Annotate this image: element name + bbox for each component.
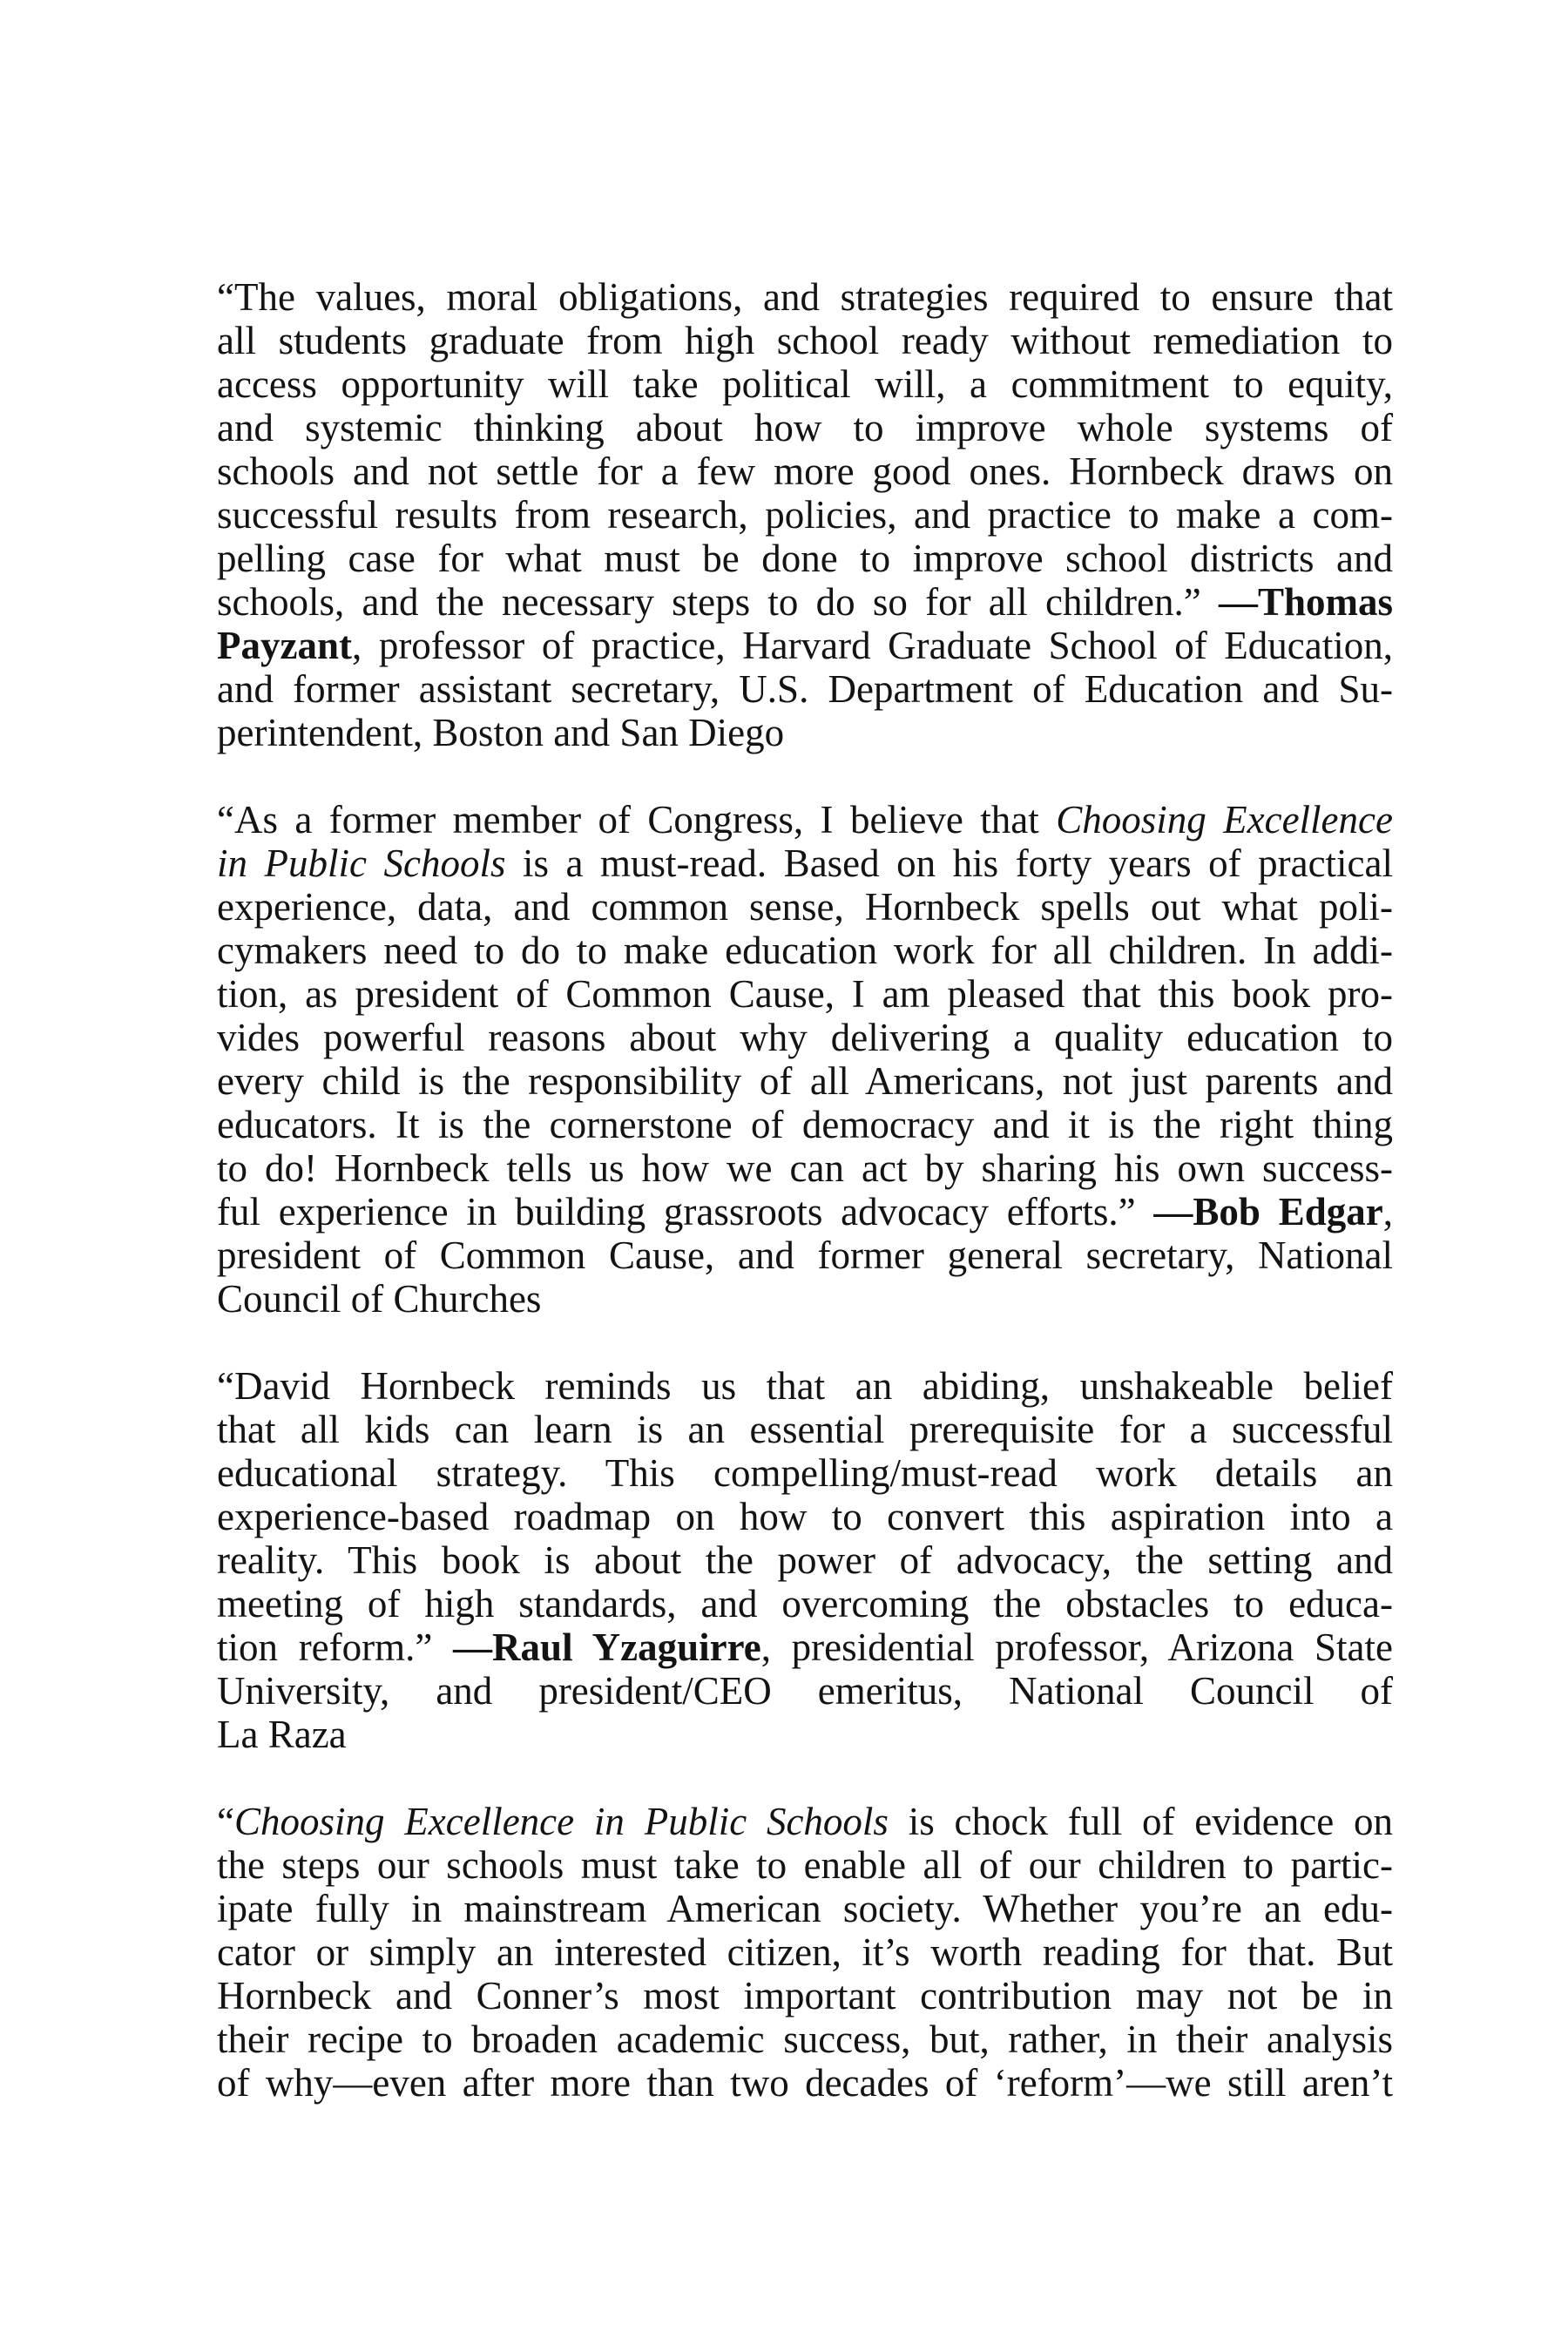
text-segment: and former assistant secretary, U.S. Department of Education and Su- (217, 667, 1393, 711)
text-line (217, 580, 1393, 624)
text-line (217, 1800, 1393, 1843)
text-segment: successful results from research, policies, and practice to make a com- (217, 493, 1393, 537)
text-segment: is a must-read. Based on his forty years of practical (505, 841, 1393, 885)
text-line (217, 1451, 1393, 1495)
text-line (217, 493, 1393, 537)
text-line (217, 1930, 1393, 1974)
text-segment: schools, and the necessary steps to do so for all children.” (217, 580, 1219, 624)
text-segment: , (1382, 1190, 1393, 1233)
text-segment: access opportunity will take political will, a commitment to equity, (217, 362, 1393, 406)
text-segment: their recipe to broaden academic success, but, rather, in their analysis (217, 2017, 1393, 2061)
praise-quote-final (217, 1800, 1393, 2105)
attribution-name: Payzant (217, 624, 352, 667)
text-line (217, 537, 1393, 580)
text-segment: perintendent, Boston and San Diego (217, 711, 785, 754)
text-segment: , professor of practice, Harvard Graduate School of Education, (351, 624, 1393, 667)
text-line (217, 1538, 1393, 1582)
text-segment: meeting of high standards, and overcoming the obstacles to educa- (217, 1582, 1393, 1625)
praise-quote-yzaguirre (217, 1364, 1393, 1756)
text-segment: experience-based roadmap on how to convert this aspiration into a (217, 1495, 1393, 1538)
text-segment: pelling case for what must be done to improve school districts and (217, 537, 1393, 580)
text-segment: tion reform.” (217, 1625, 454, 1669)
text-line (217, 1146, 1393, 1190)
text-line (217, 2017, 1393, 2061)
text-line (217, 275, 1393, 319)
text-line (217, 1625, 1393, 1669)
text-line (217, 711, 1393, 754)
text-line (217, 1103, 1393, 1146)
text-segment: ful experience in building grassroots advocacy efforts.” (217, 1190, 1154, 1233)
text-line (217, 1669, 1393, 1713)
text-line (217, 449, 1393, 493)
text-segment: all students graduate from high school ready without remediation to (217, 319, 1393, 362)
text-line (217, 885, 1393, 929)
book-title: Choosing Excellence in Public Schools (233, 1800, 889, 1843)
text-segment: experience, data, and common sense, Hornbeck spells out what poli- (217, 885, 1393, 929)
text-segment: “David Hornbeck reminds us that an abiding, unshakeable belief (217, 1364, 1393, 1408)
text-line (217, 667, 1393, 711)
text-line (217, 798, 1393, 841)
text-line (217, 1713, 1393, 1756)
text-segment: president of Common Cause, and former general secretary, National (217, 1233, 1393, 1277)
text-segment: educational strategy. This compelling/must-read work details an (217, 1451, 1393, 1495)
book-title: in Public Schools (217, 841, 506, 885)
text-line (217, 1887, 1393, 1930)
text-line (217, 1059, 1393, 1103)
text-segment: University, and president/CEO emeritus, National Council of (217, 1669, 1393, 1713)
text-line (217, 624, 1393, 667)
text-segment: vides powerful reasons about why delivering a quality education to (217, 1016, 1393, 1059)
text-line (217, 929, 1393, 972)
text-segment: cymakers need to do to make education work for all children. In addi- (217, 929, 1393, 972)
text-line (217, 406, 1393, 449)
text-segment: the steps our schools must take to enable all of our children to partic- (217, 1843, 1393, 1887)
praise-quote-payzant (217, 275, 1393, 754)
text-line (217, 972, 1393, 1016)
text-segment: to do! Hornbeck tells us how we can act by sharing his own success- (217, 1146, 1393, 1190)
text-segment: Council of Churches (217, 1277, 542, 1321)
text-line (217, 319, 1393, 362)
text-line (217, 362, 1393, 406)
text-line (217, 1190, 1393, 1233)
text-segment: “ (217, 1800, 234, 1843)
text-line (217, 1974, 1393, 2017)
text-line (217, 1495, 1393, 1538)
text-segment: “As a former member of Congress, I believe that (217, 798, 1057, 841)
text-segment: schools and not settle for a few more good ones. Hornbeck draws on (217, 449, 1393, 493)
text-line (217, 1364, 1393, 1408)
text-segment: of why—even after more than two decades of ‘reform’—we still aren’t (217, 2061, 1393, 2105)
text-segment: , presidential professor, Arizona State (760, 1625, 1393, 1669)
text-line (217, 2061, 1393, 2105)
attribution-name: —Thomas (1218, 580, 1393, 624)
text-line (217, 1277, 1393, 1321)
text-segment: reality. This book is about the power of advocacy, the setting and (217, 1538, 1393, 1582)
text-segment: is chock full of evidence on (888, 1800, 1393, 1843)
text-segment: every child is the responsibility of all Americans, not just parents and (217, 1059, 1393, 1103)
text-line (217, 1408, 1393, 1451)
text-segment: “The values, moral obligations, and strategies required to ensure that (217, 275, 1393, 319)
text-line (217, 1016, 1393, 1059)
text-line (217, 841, 1393, 885)
book-title: Choosing Excellence (1056, 798, 1393, 841)
text-segment: educators. It is the cornerstone of democracy and it is the right thing (217, 1103, 1393, 1146)
text-segment: cator or simply an interested citizen, it’s worth reading for that. But (217, 1930, 1393, 1974)
text-segment: Hornbeck and Conner’s most important contribution may not be in (217, 1974, 1393, 2017)
text-segment: ipate fully in mainstream American society. Whether you’re an edu- (217, 1887, 1393, 1930)
attribution-name: —Raul Yzaguirre (453, 1625, 761, 1669)
text-line (217, 1843, 1393, 1887)
text-line (217, 1582, 1393, 1625)
praise-text (217, 275, 1393, 2105)
text-segment: La Raza (217, 1713, 347, 1756)
text-segment: and systemic thinking about how to improve whole systems of (217, 406, 1393, 449)
text-line (217, 1233, 1393, 1277)
text-segment: that all kids can learn is an essential prerequisite for a successful (217, 1408, 1393, 1451)
praise-quote-edgar (217, 798, 1393, 1321)
attribution-name: —Bob Edgar (1153, 1190, 1383, 1233)
text-segment: tion, as president of Common Cause, I am pleased that this book pro- (217, 972, 1393, 1016)
